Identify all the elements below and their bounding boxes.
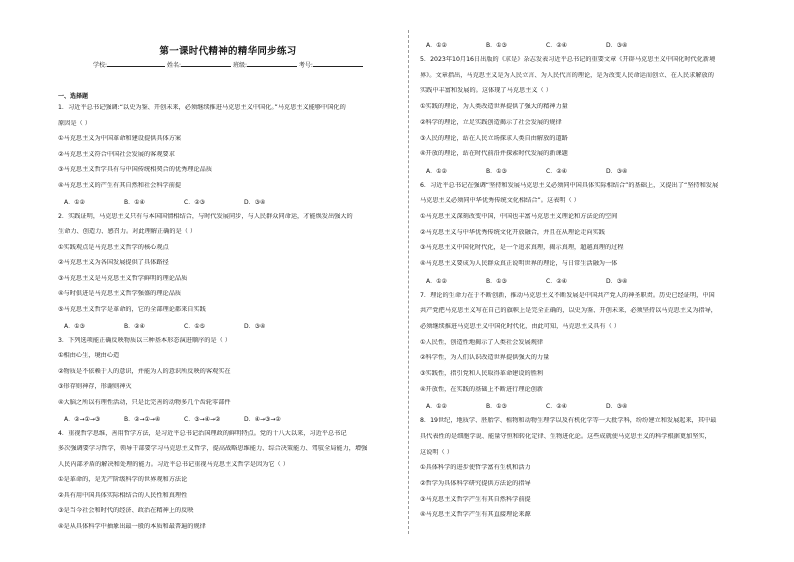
option-b[interactable]: B．①③ — [486, 277, 507, 285]
option-c[interactable]: C．②④ — [546, 277, 567, 285]
question-line: ②哲学为具体科学研究提供方法论的指导 — [420, 479, 531, 487]
question-line: ①实践观点是马克思主义哲学的核心观点 — [58, 243, 169, 251]
section-title: 一、选择题 — [58, 93, 89, 100]
option-a[interactable]: A．①② — [426, 167, 447, 175]
left-column — [58, 0, 398, 562]
question-line: ④是从具体科学中抽象出最一般的本质和最普遍的规律 — [58, 522, 206, 530]
question-line: ②科学的理论，立足实践创造揭示了社会发展的规律 — [420, 118, 562, 126]
question-line: ②科学性，为人们认识改造世界提供强大的力量 — [420, 354, 550, 362]
question-line: ④开放性，在实践的基础上不断进行理论创新 — [420, 385, 544, 393]
answer-options — [426, 276, 770, 285]
option-b[interactable]: B．①③ — [486, 403, 507, 411]
student-info-line — [58, 60, 398, 69]
answer-options — [64, 321, 398, 330]
question-line: 6．习近平总书记在强调“坚持和发展马克思主义必须同中国具体实际相结合”的基础上，又提出了“坚持和发展 — [420, 181, 719, 189]
question-line: ④马克思主义要成为人民群众真正说明世界的理论，与日常生活融为一体 — [420, 260, 618, 268]
question-line: ⑤马克思主义哲学是革命的，它的全部理论都来自实践 — [58, 305, 206, 313]
question-4-options — [426, 40, 770, 49]
question-line: ①相由心生，境由心造 — [58, 352, 120, 359]
option-d[interactable]: D．③④ — [606, 167, 628, 175]
question-line: 共产党把马克思主义写在自己的旗帜上是完全正确的，以史为鉴、开创未来，必须坚持以马克思主义为指导， — [420, 307, 717, 315]
question-line: ③人民的理论，站在人民立场探求人类自由解放的道路 — [420, 134, 568, 142]
option-d[interactable]: D．③④ — [244, 199, 266, 206]
option-d[interactable]: D．③④ — [606, 277, 628, 285]
question-line: ①马克思主义深刻改变中国，中国也丰富马克思主义理论和方法论的空间 — [420, 213, 618, 220]
option-c[interactable]: C．②④ — [546, 403, 567, 411]
question-line: 1．习近平总书记强调:“以史为鉴、开创未来，必须继续推进马克思主义中国化。”马克思主义能够中国化的 — [58, 104, 346, 111]
question-line: ①是革命的，是无产阶级科学的世界观和方法论 — [58, 476, 188, 483]
question-line: ②具有用中国具体实际相结合的人民性和真理性 — [58, 491, 188, 499]
question-line: ①实践的理论，为人类改造世界提供了强大的精神力量 — [420, 103, 568, 111]
option-a[interactable]: A．①② — [426, 277, 447, 285]
question-line: 马克思主义必须同中华优秀传统文化相结合”。这表明（ ） — [420, 197, 580, 205]
question-line: 8．19世纪，地质学、胚胎学、植物和动物生理学以及有机化学等一大批学科，纷纷建立和发展起来，其中最 — [420, 417, 717, 425]
question-line: 7．理论的生命力在于不断创新，推动马克思主义不断发展是中国共产党人的神圣职责。历史已经证明，中国 — [420, 291, 715, 299]
question-line: 3．下列选项能正确反映物质以三种基本形态演进顺序的是（ ） — [58, 336, 231, 344]
option-b[interactable]: B．②④ — [124, 323, 145, 330]
option-b[interactable]: B．①③ — [486, 42, 507, 49]
class-label: 班级: — [232, 62, 247, 69]
question-line: ③马克思主义是马克思主义哲学鲜明的理论品质 — [58, 274, 188, 282]
question-line: ④大脑之所以有理性活动，只是比完善的动物多几个齿轮零部件 — [58, 398, 231, 406]
option-a[interactable]: A．①③ — [64, 323, 85, 330]
question-line: ③形存则神存，形谢则神灭 — [58, 383, 132, 390]
question-line: ②物质是不依赖于人的意识，并能为人的意识所反映的客观实在 — [58, 367, 231, 375]
school-label: 学校: — [93, 62, 108, 69]
question-line: ①人民性，创造性地揭示了人类社会发展规律 — [420, 338, 544, 346]
answer-options — [64, 197, 398, 206]
question-line: ②马克思主义与中华优秀传统文化开放融合，并且在从理论走向实践 — [420, 228, 605, 236]
question-line: 这说明（ ） — [420, 448, 453, 456]
right-column — [420, 0, 770, 562]
question-line: ④马克思主义的产生有其自然和社会科学前提 — [58, 181, 182, 189]
question-line: 2．实践证明，马克思主义只有与本国国情相结合，与时代发展同步，与人民群众同命运，才能焕发出强大的 — [58, 212, 353, 220]
option-d[interactable]: D．③④ — [606, 403, 628, 411]
option-d[interactable]: D．③④ — [244, 323, 266, 330]
option-c[interactable]: C．②③ — [184, 199, 205, 206]
question-line: 多次强调要学习哲学，领导干部要学习马克思主义哲学，提高战略思维能力、综合决策能力、驾驭全局能力，增强 — [58, 445, 368, 452]
question-line: 原因是（ ） — [58, 119, 91, 127]
name-blank[interactable] — [181, 66, 231, 67]
question-line: ④开放的理论，站在时代前沿并探索时代发展的新课题 — [420, 150, 568, 158]
option-d[interactable]: D．④→③→② — [244, 416, 281, 423]
column-divider — [408, 30, 409, 534]
option-b[interactable]: B．①③ — [486, 167, 507, 175]
class-blank[interactable] — [247, 66, 297, 67]
answer-options — [64, 414, 398, 423]
number-blank[interactable] — [313, 66, 363, 67]
question-line: 具代表性的是细胞学说、能量守恒和转化定律、生物进化论。这些成就使马克思主义的科学根据更加坚实， — [420, 432, 711, 440]
page-title: 第一课时代精神的精华同步练习 — [159, 46, 297, 57]
option-c[interactable]: C．③→④→② — [184, 416, 221, 423]
question-line: ③马克思主义哲学产生有其自然科学前提 — [420, 495, 531, 503]
question-line: ③是当今社会和时代的经济、政治在精神上的反映 — [58, 507, 194, 514]
question-line: 生命力、创造力、感召力。对此理解正确的是（ ） — [58, 228, 197, 235]
option-c[interactable]: C．①⑤ — [184, 323, 205, 330]
name-label: 姓名: — [167, 62, 182, 69]
question-line: 人民内部矛盾的解决和处理的能力。习近平总书记重视马克思主义哲学是因为它（ ） — [58, 460, 289, 468]
question-line: ③马克思主义中国化时代化，是一个追求真理，揭示真理，超越真理的过程 — [420, 244, 624, 252]
option-a[interactable]: A．①② — [426, 42, 447, 49]
question-line: ①马克思主义为中国革命和建设提供具体方案 — [58, 135, 182, 142]
question-line: ③马克思主义哲学具有与中国传统相契合的优秀理论品质 — [58, 166, 213, 173]
option-a[interactable]: A．①② — [426, 403, 447, 411]
question-line: 4．重视哲学思维，善用哲学方法，是习近平总书记治国理政的鲜明特点。党的十八大以来，习近平总书记 — [58, 429, 347, 437]
question-line: ④马克思主义哲学产生有其直接理论来源 — [420, 511, 531, 519]
option-a[interactable]: A．②→①→③ — [64, 416, 101, 423]
option-c[interactable]: C．②④ — [546, 167, 567, 175]
question-line: 界》。文章指出，马克思主义是为人民立言、为人民代言的理论，是为改变人民命运而创立、在人民求解放的 — [420, 71, 714, 79]
question-line: 实践中丰富和发展的。这体现了马克思主义（ ） — [420, 87, 552, 95]
question-line: ③实践性，指引党和人民取得革命建设的胜利 — [420, 370, 544, 377]
answer-options — [426, 401, 770, 410]
option-c[interactable]: C．②④ — [546, 42, 567, 49]
option-b[interactable]: B．②→①→④ — [124, 416, 161, 423]
answer-options — [426, 166, 770, 175]
question-line: ②马克思主义为各国发展提供了具体路径 — [58, 259, 169, 266]
option-d[interactable]: D．③④ — [606, 42, 628, 49]
number-label: 考号: — [298, 62, 313, 69]
option-b[interactable]: B．①④ — [124, 199, 145, 206]
question-line: 5．2023年10月16日出版的《求是》杂志发表习近平总书记的重要文章《开辟马克思主义中国化时代化新境 — [420, 56, 716, 63]
question-line: ②马克思主义符合中国社会发展的客观要求 — [58, 150, 175, 158]
question-line: ④与时俱进是马克思主义哲学强盛的理论品质 — [58, 290, 182, 297]
question-line: ①具体科学的进步使哲学富有生机和活力 — [420, 464, 531, 472]
school-blank[interactable] — [107, 66, 165, 67]
option-a[interactable]: A．①② — [64, 199, 85, 206]
question-line: 必须继续推进马克思主义中国化时代化，由此可知，马克思主义具有（ ） — [420, 322, 620, 330]
